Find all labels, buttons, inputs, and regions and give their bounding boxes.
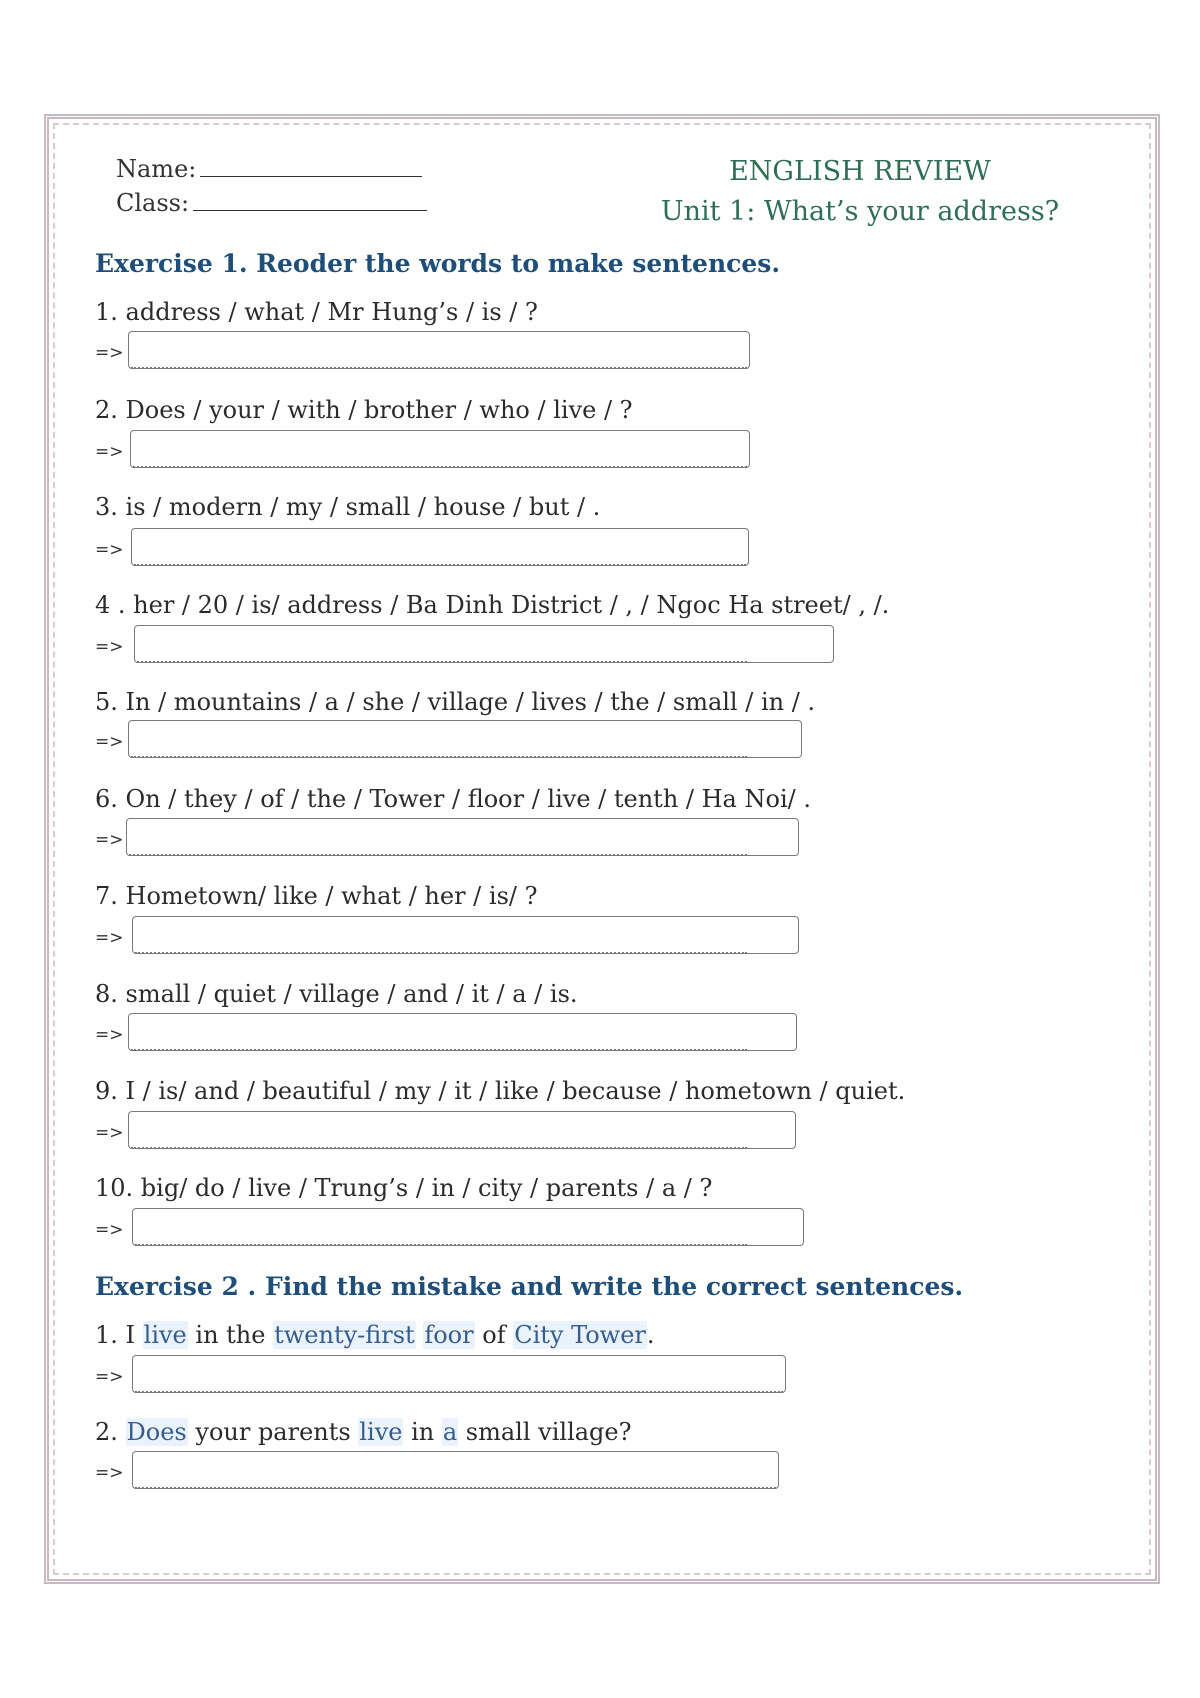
answer-box-9[interactable] — [128, 1111, 796, 1149]
answer-arrow: => — [95, 343, 124, 363]
answer-box-10[interactable] — [132, 1208, 804, 1246]
answer-box-6[interactable] — [126, 818, 799, 856]
q1-highlight-1[interactable]: live — [143, 1321, 187, 1349]
answer-box-ex2-1[interactable] — [132, 1355, 786, 1393]
q2-text-1: 2. — [95, 1418, 126, 1446]
exercise-1-question-4: 4 . her / 20 / is/ address / Ba Dinh District / , / Ngoc Ha street/ , /. — [95, 591, 890, 619]
exercise-2-question-1 — [95, 1321, 655, 1349]
q2-highlight-1[interactable]: Does — [126, 1418, 187, 1446]
student-info — [116, 152, 427, 220]
exercise-1-question-1: 1. address / what / Mr Hung’s / is / ? — [95, 298, 538, 326]
answer-dotted-line — [135, 1391, 783, 1393]
answer-dotted-line — [135, 952, 747, 954]
answer-dotted-line — [135, 1244, 747, 1246]
class-label: Class: — [116, 189, 190, 217]
answer-box-2[interactable] — [130, 430, 750, 468]
q1-text-5: . — [646, 1321, 655, 1349]
exercise-1-question-3: 3. is / modern / my / small / house / but / . — [95, 493, 601, 521]
q1-highlight-4[interactable]: City Tower — [514, 1321, 646, 1349]
answer-arrow: => — [95, 637, 124, 657]
answer-dotted-line — [134, 564, 746, 566]
answer-dotted-line — [131, 1049, 747, 1051]
exercise-1-question-9: 9. I / is/ and / beautiful / my / it / like / because / hometown / quiet. — [95, 1077, 906, 1105]
exercise-2-question-2 — [95, 1418, 632, 1446]
answer-dotted-line — [129, 854, 747, 856]
exercise-1-question-10: 10. big/ do / live / Trung’s / in / city / parents / a / ? — [95, 1174, 713, 1202]
exercise-1-question-8: 8. small / quiet / village / and / it / a / is. — [95, 980, 578, 1008]
answer-arrow: => — [95, 540, 124, 560]
answer-dotted-line — [137, 661, 747, 663]
answer-arrow: => — [95, 442, 124, 462]
exercise-2-title: Exercise 2 . Find the mistake and write the correct sentences. — [95, 1272, 964, 1301]
class-blank[interactable] — [193, 188, 427, 211]
exercise-1-title: Exercise 1. Reoder the words to make sentences. — [95, 249, 781, 278]
q2-highlight-3[interactable]: a — [442, 1418, 458, 1446]
answer-box-4[interactable] — [134, 625, 834, 663]
answer-box-8[interactable] — [128, 1013, 797, 1051]
answer-box-3[interactable] — [131, 528, 749, 566]
answer-arrow: => — [95, 1220, 124, 1240]
q1-highlight-3[interactable]: foor — [424, 1321, 474, 1349]
answer-arrow: => — [95, 928, 124, 948]
answer-dotted-line — [131, 756, 747, 758]
worksheet-header — [640, 152, 1080, 232]
answer-dotted-line — [135, 1487, 776, 1489]
q1-text-2: in the — [187, 1321, 274, 1349]
answer-dotted-line — [131, 1147, 747, 1149]
exercise-1-question-7: 7. Hometown/ like / what / her / is/ ? — [95, 882, 538, 910]
answer-dotted-line — [131, 367, 747, 369]
worksheet-subtitle: Unit 1: What’s your address? — [660, 196, 1060, 227]
answer-arrow: => — [95, 732, 124, 752]
q2-text-3: in — [403, 1418, 442, 1446]
name-blank[interactable] — [200, 154, 422, 177]
name-label: Name: — [116, 155, 197, 183]
answer-box-7[interactable] — [132, 916, 799, 954]
answer-dotted-line — [133, 466, 747, 468]
q1-text-4: of — [474, 1321, 514, 1349]
answer-arrow: => — [95, 1367, 124, 1387]
exercise-1-question-2: 2. Does / your / with / brother / who / live / ? — [95, 396, 633, 424]
answer-arrow: => — [95, 1123, 124, 1143]
q2-text-4: small village? — [458, 1418, 632, 1446]
answer-arrow: => — [95, 830, 124, 850]
answer-box-5[interactable] — [128, 720, 802, 758]
answer-box-1[interactable] — [128, 331, 750, 369]
answer-arrow: => — [95, 1025, 124, 1045]
exercise-1-question-5: 5. In / mountains / a / she / village / lives / the / small / in / . — [95, 688, 816, 716]
q1-highlight-2[interactable]: twenty-first — [274, 1321, 415, 1349]
exercise-1-question-6: 6. On / they / of / the / Tower / floor / live / tenth / Ha Noi/ . — [95, 785, 811, 813]
q2-text-2: your parents — [187, 1418, 359, 1446]
answer-box-ex2-2[interactable] — [132, 1451, 779, 1489]
answer-arrow: => — [95, 1463, 124, 1483]
q2-highlight-2[interactable]: live — [359, 1418, 403, 1446]
worksheet-title: ENGLISH REVIEW — [729, 156, 991, 187]
q1-text-1: 1. I — [95, 1321, 143, 1349]
